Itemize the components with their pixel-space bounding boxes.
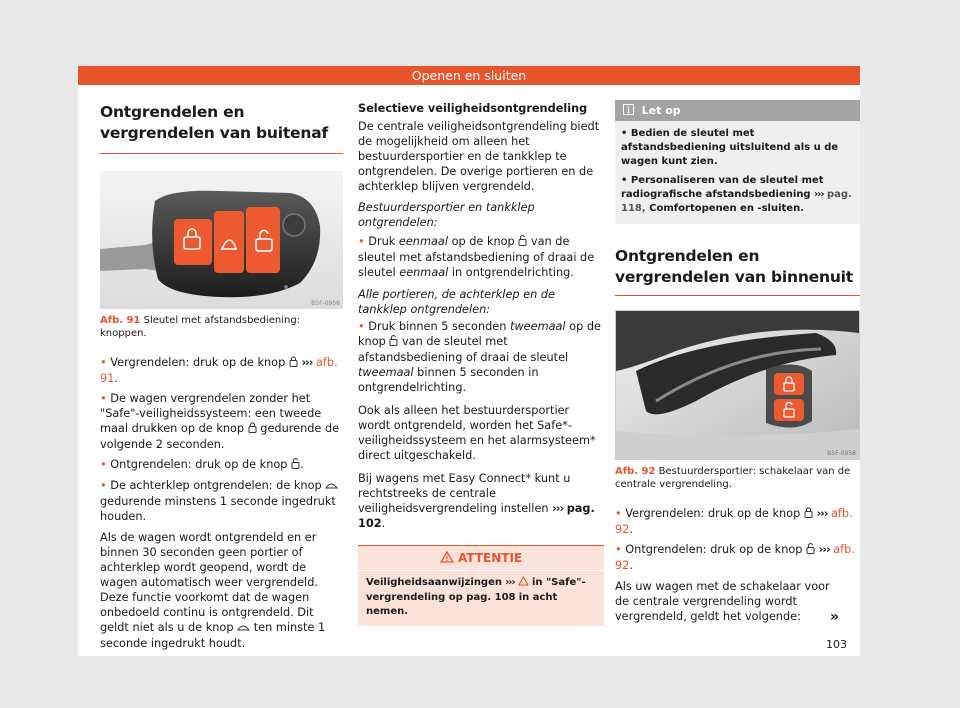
page-reference-link[interactable]: pag. 118, [621, 189, 852, 214]
bullet-text: Druk [368, 235, 396, 248]
subheading-driver-door: Bestuurdersportier en tankklep ontgrendelen: [358, 201, 535, 229]
bullet-text: De wagen vergrendelen zonder het "Safe"-veiligheidssysteem: een tweede maal drukken op de knop [100, 392, 322, 435]
bullet-lock: • Vergrendelen: druk op de knop ››› afb. 91. [100, 356, 338, 385]
bullet-text: van de sleutel met afstandsbediening of draai de sleutel [358, 335, 569, 364]
unlock-button [246, 207, 280, 273]
figure-reference-link[interactable]: afb. 92 [615, 507, 853, 536]
intro-paragraph: De centrale veiligheidsontgrendeling biedt de mogelijkheid om alleen het bestuurdersportier en de tankklep te ontgrendelen. De overige portieren en de achterklep blijven vergrendeld. [358, 120, 600, 193]
figure-code: B5F-0956 [311, 300, 340, 307]
warning-bold-text: in acht nemen. [366, 592, 558, 617]
bullet-text: gedurende de volgende 2 seconden. [100, 422, 340, 451]
easy-connect-paragraph: Bij wagens met Easy Connect* kunt u rechtstreeks de centrale veiligheidsvergrendeling instellen ››› pag. 102. [358, 472, 595, 530]
bullet-text: Vergrendelen: druk op de knop [110, 356, 286, 369]
warning-triangle-icon [518, 576, 529, 591]
ref-arrow: ››› [505, 577, 515, 588]
warning-link-text[interactable]: in "Safe"-vergrendeling op pag. 108 [366, 577, 586, 603]
emphasis-text: tweemaal [358, 366, 414, 379]
heading-rule [100, 153, 343, 154]
bullet-text: op de knop [451, 235, 515, 248]
lock-icon [248, 422, 257, 437]
door-switch-image [615, 310, 860, 460]
ref-arrow: ››› [816, 507, 828, 520]
bullet-text: van de sleutel met afstandsbediening of draai de sleutel [358, 235, 595, 279]
warning-bold-text: Veiligheidsaanwijzingen [366, 577, 502, 588]
figure-caption [615, 466, 860, 491]
warning-triangle-icon [440, 551, 454, 566]
bullet-trunk: • De achterklep ontgrendelen: de knop gedurende minstens 1 seconde ingedrukt houden. [100, 478, 343, 524]
lock-icon [289, 356, 298, 371]
subheading-all-doors: Alle portieren, de achterklep en de tankklep ontgrendelen: [358, 288, 555, 316]
bullet-text: Ontgrendelen: druk op de knop [625, 543, 803, 556]
bullet-text: Vergrendelen: druk op de knop [625, 507, 801, 520]
note-text: Bedien de sleutel met afstandsbediening uitsluitend als u de wagen kunt zien. [621, 128, 839, 167]
figure-caption [100, 315, 343, 340]
unlock-icon [518, 235, 527, 250]
ref-arrow: ››› [301, 356, 313, 369]
figure-reference-link[interactable]: afb. 92 [615, 543, 855, 572]
bullet-text: Ontgrendelen: druk op de knop [110, 458, 288, 471]
note-box [615, 100, 860, 224]
ref-arrow: ››› [818, 543, 830, 556]
paragraph-text: Als de wagen wordt ontgrendeld en er binnen 30 seconden geen portier of achterklep wordt geopend, wordt de wagen automatisch weer vergrendeld. Deze functie voorkomt dat de wagen onbedoeld continu is ontgrendeld. Dit geldt niet als u de knop [100, 531, 318, 634]
bullet-text: De achterklep ontgrendelen: de knop [110, 479, 322, 492]
car-trunk-icon [237, 621, 250, 636]
bullet-safe: • De wagen vergrendelen zonder het "Safe"-veiligheidssysteem: een tweede maal drukken op de knop gedurende de volgende 2 seconden. [100, 392, 340, 451]
info-icon [623, 101, 634, 122]
bullet-double-press: • Druk binnen 5 seconden tweemaal op de knop van de sleutel met afstandsbediening of draai de sleutel tweemaal binnen 5 seconden in ontgrendelrichting. [358, 320, 601, 394]
figure-caption-text: Sleutel met afstandsbediening: knoppen. [100, 315, 301, 339]
note-bullet: • Personaliseren van de sleutel met radiografische afstandsbediening ››› pag. 118, Comfortopenen en -sluiten. [621, 175, 852, 214]
key-fob-illustration [100, 171, 343, 309]
unlock-icon [291, 458, 300, 473]
bullet-interior-unlock: • Ontgrendelen: druk op de knop ››› afb. 92. [615, 543, 855, 572]
bullet-text: op de knop [358, 320, 601, 348]
emphasis-text: eenmaal [398, 235, 448, 248]
car-trunk-icon [325, 479, 338, 494]
auto-relock-paragraph [100, 530, 343, 651]
figure-number: Afb. 92 [615, 466, 656, 477]
unlock-icon [389, 335, 398, 350]
trunk-button [214, 211, 244, 273]
ref-arrow: ››› [814, 189, 824, 200]
section-heading: Ontgrendelen en vergrendelen van buitenaf [100, 103, 329, 142]
bullet-text: in ontgrendelrichting. [451, 266, 574, 279]
section-header [78, 66, 860, 85]
lock-icon [804, 507, 813, 522]
interior-lock-button [774, 373, 804, 395]
paragraph-text: Bij wagens met Easy Connect* kunt u rechtstreeks de centrale veiligheidsvergrendeling instellen [358, 472, 571, 515]
warning-header [358, 546, 604, 570]
figure-caption-text: Bestuurdersportier: schakelaar van de centrale vergrendeling. [615, 466, 851, 490]
emphasis-text: eenmaal [399, 266, 449, 279]
right-column [615, 85, 860, 624]
page-reference-link[interactable]: pag. 102 [358, 502, 595, 530]
bullet-text: gedurende minstens 1 seconde ingedrukt houden. [100, 495, 336, 523]
subsection-heading: Selectieve veiligheidsontgrendeling [358, 102, 588, 115]
bullet-text: binnen 5 seconden in ontgrendelrichting. [358, 366, 539, 394]
warning-text [358, 571, 604, 626]
emphasis-text: tweemaal [510, 320, 566, 333]
key-fob-image [100, 171, 343, 309]
bullet-unlock: • Ontgrendelen: druk op de knop . [100, 458, 304, 471]
central-lock-paragraph: Als uw wagen met de schakelaar voor de centrale vergrendeling wordt vergrendeld, geldt het volgende: [615, 580, 830, 623]
note-body [615, 121, 860, 224]
section-title: Openen en sluiten [411, 68, 527, 83]
warning-title: ATTENTIE [458, 551, 523, 565]
paragraph-text: ten minste 1 seconde ingedrukt houdt. [100, 621, 326, 650]
note-header [615, 100, 860, 121]
section-heading: Ontgrendelen en vergrendelen van binnenuit [615, 247, 853, 286]
bullet-interior-lock: • Vergrendelen: druk op de knop ››› afb. 92. [615, 507, 853, 536]
note-text: Personaliseren van de sleutel met radiografische afstandsbediening [621, 175, 824, 200]
unlock-icon [806, 543, 815, 558]
ref-arrow: ››› [552, 502, 564, 515]
door-switch-illustration [616, 311, 859, 459]
heading-rule [615, 295, 860, 296]
safe-paragraph: Ook als alleen het bestuurdersportier wordt ontgrendeld, worden het Safe*-veiligheidssysteem en het alarmsysteem* direct uitgeschakeld. [358, 404, 596, 462]
figure-number: Afb. 91 [100, 315, 141, 326]
figure-reference-link[interactable]: afb. 91 [100, 356, 338, 385]
lock-button [174, 219, 212, 265]
figure-code: B5F-0958 [827, 450, 856, 457]
bullet-single-press: • Druk eenmaal op de knop van de sleutel met afstandsbediening of draai de sleutel eenmaal in ontgrendelrichting. [358, 235, 595, 279]
middle-column [358, 85, 604, 626]
note-text: Comfortopenen en -sluiten. [649, 203, 804, 214]
manual-page [78, 66, 860, 656]
continue-marker: » [830, 609, 840, 625]
warning-box [358, 545, 604, 626]
note-title: Let op [641, 104, 681, 117]
left-column [100, 85, 343, 651]
bullet-text: Druk binnen 5 seconden [368, 320, 507, 333]
note-bullet: • Bedien de sleutel met afstandsbediening uitsluitend als u de wagen kunt zien. [621, 128, 839, 167]
page-number: 103 [826, 638, 847, 651]
